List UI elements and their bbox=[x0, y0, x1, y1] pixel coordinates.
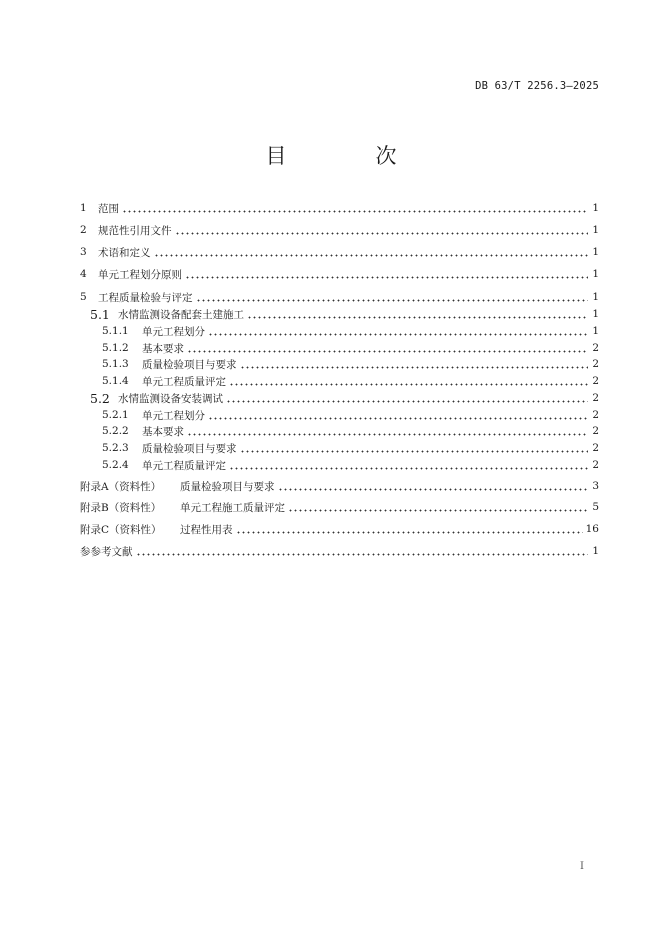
toc-entry-title: 单元工程划分 bbox=[142, 409, 205, 422]
toc-entry-page: 2 bbox=[592, 358, 599, 370]
toc-entry-number: 5.2 bbox=[90, 390, 110, 406]
toc-entry-page: 2 bbox=[592, 425, 599, 437]
toc-entry-page: 3 bbox=[592, 480, 599, 492]
dot-leader bbox=[208, 410, 588, 420]
dot-leader bbox=[240, 443, 589, 453]
toc-entry-page: 1 bbox=[592, 291, 599, 303]
toc-entry-title: 工程质量检验与评定 bbox=[98, 291, 193, 304]
toc-entry-number: 5.2.2 bbox=[102, 425, 129, 437]
toc-entry[interactable] bbox=[80, 243, 599, 261]
toc-entry[interactable] bbox=[80, 265, 599, 283]
toc-entry[interactable] bbox=[80, 389, 599, 407]
toc-entry[interactable] bbox=[80, 456, 599, 474]
toc-entry-title: 单元工程划分原则 bbox=[98, 268, 182, 281]
toc-entry-page: 2 bbox=[592, 459, 599, 471]
toc-entry-title: 术语和定义 bbox=[98, 246, 151, 259]
toc-entry[interactable] bbox=[80, 221, 599, 239]
dot-leader bbox=[187, 426, 588, 436]
toc-entry-number: 5.1 bbox=[90, 306, 110, 322]
toc-entry[interactable] bbox=[80, 498, 599, 516]
toc-entry-page: 1 bbox=[592, 325, 599, 337]
toc-entry-number: 5.2.1 bbox=[102, 409, 129, 421]
toc-entry-number: 附录A（资料性） bbox=[80, 480, 162, 493]
toc-entry-number: 5.1.4 bbox=[102, 375, 129, 387]
toc-entry[interactable] bbox=[80, 422, 599, 440]
toc-entry-page: 2 bbox=[592, 442, 599, 454]
toc-entry[interactable] bbox=[80, 199, 599, 217]
document-code: DB 63/T 2256.3—2025 bbox=[475, 80, 599, 92]
dot-leader bbox=[122, 203, 588, 213]
toc-entry-page: 2 bbox=[592, 392, 599, 404]
toc-entry-page: 2 bbox=[592, 409, 599, 421]
dot-leader bbox=[154, 247, 589, 257]
toc-entry-page: 2 bbox=[592, 342, 599, 354]
toc-entry-number: 1 bbox=[80, 202, 87, 214]
toc-entry[interactable] bbox=[80, 477, 599, 495]
toc-entry-number: 4 bbox=[80, 268, 87, 280]
toc-entry-title: 单元工程划分 bbox=[142, 325, 205, 338]
toc-entry-page: 1 bbox=[592, 246, 599, 258]
toc-entry-number: 5 bbox=[80, 291, 87, 303]
dot-leader bbox=[226, 393, 588, 403]
toc-entry-title: 基本要求 bbox=[142, 342, 184, 355]
toc-entry-number: 3 bbox=[80, 246, 87, 258]
toc-entry-page: 2 bbox=[592, 375, 599, 387]
dot-leader bbox=[236, 524, 583, 534]
toc-entry-page: 1 bbox=[592, 224, 599, 236]
dot-leader bbox=[288, 502, 588, 512]
toc-entry-title: 质量检验项目与要求 bbox=[180, 480, 275, 493]
toc-entry-title: 水情监测设备配套土建施工 bbox=[118, 308, 244, 321]
dot-leader bbox=[229, 460, 588, 470]
toc-entry-page: 1 bbox=[592, 202, 599, 214]
toc-entry-number: 5.1.3 bbox=[102, 358, 129, 370]
toc-entry-page: 16 bbox=[585, 523, 599, 535]
page-number: I bbox=[580, 861, 584, 872]
dot-leader bbox=[208, 326, 588, 336]
toc-entry[interactable] bbox=[80, 520, 599, 538]
toc-entry-page: 1 bbox=[592, 308, 599, 320]
dot-leader bbox=[175, 225, 589, 235]
toc-entry[interactable] bbox=[80, 288, 599, 306]
toc-entry-title: 参参考文献 bbox=[80, 545, 133, 558]
toc-entry-page: 5 bbox=[592, 501, 599, 513]
toc-entry[interactable] bbox=[80, 439, 599, 457]
dot-leader bbox=[196, 292, 589, 302]
toc-entry-title: 基本要求 bbox=[142, 425, 184, 438]
toc-entry-page: 1 bbox=[592, 545, 599, 557]
toc-entry-number: 5.1.1 bbox=[102, 325, 129, 337]
toc-entry-title: 单元工程质量评定 bbox=[142, 459, 226, 472]
toc-entry-title: 过程性用表 bbox=[180, 523, 233, 536]
toc-entry-title: 质量检验项目与要求 bbox=[142, 358, 237, 371]
page-title: 目 次 bbox=[265, 144, 431, 168]
toc-entry-number: 附录B（资料性） bbox=[80, 501, 162, 514]
dot-leader bbox=[247, 309, 588, 319]
toc-entry[interactable] bbox=[80, 322, 599, 340]
toc-entry-number: 5.2.3 bbox=[102, 442, 129, 454]
toc-entry-title: 规范性引用文件 bbox=[98, 224, 172, 237]
toc-entry-title: 水情监测设备安装调试 bbox=[118, 392, 223, 405]
toc-entry-number: 5.2.4 bbox=[102, 459, 129, 471]
toc-entry[interactable] bbox=[80, 355, 599, 373]
toc-entry-number: 5.1.2 bbox=[102, 342, 129, 354]
toc-entry-title: 单元工程施工质量评定 bbox=[180, 501, 285, 514]
dot-leader bbox=[278, 481, 589, 491]
dot-leader bbox=[185, 269, 588, 279]
dot-leader bbox=[229, 376, 588, 386]
toc-entry[interactable] bbox=[80, 372, 599, 390]
toc-entry-title: 质量检验项目与要求 bbox=[142, 442, 237, 455]
toc-entry-title: 范围 bbox=[98, 202, 119, 215]
toc-entry[interactable] bbox=[80, 305, 599, 323]
dot-leader bbox=[240, 359, 589, 369]
toc-entry[interactable] bbox=[80, 542, 599, 560]
toc-entry-page: 1 bbox=[592, 268, 599, 280]
toc-entry-number: 2 bbox=[80, 224, 87, 236]
dot-leader bbox=[187, 343, 588, 353]
dot-leader bbox=[136, 546, 589, 556]
toc-entry-number: 附录C（资料性） bbox=[80, 523, 162, 536]
toc-entry-title: 单元工程质量评定 bbox=[142, 375, 226, 388]
